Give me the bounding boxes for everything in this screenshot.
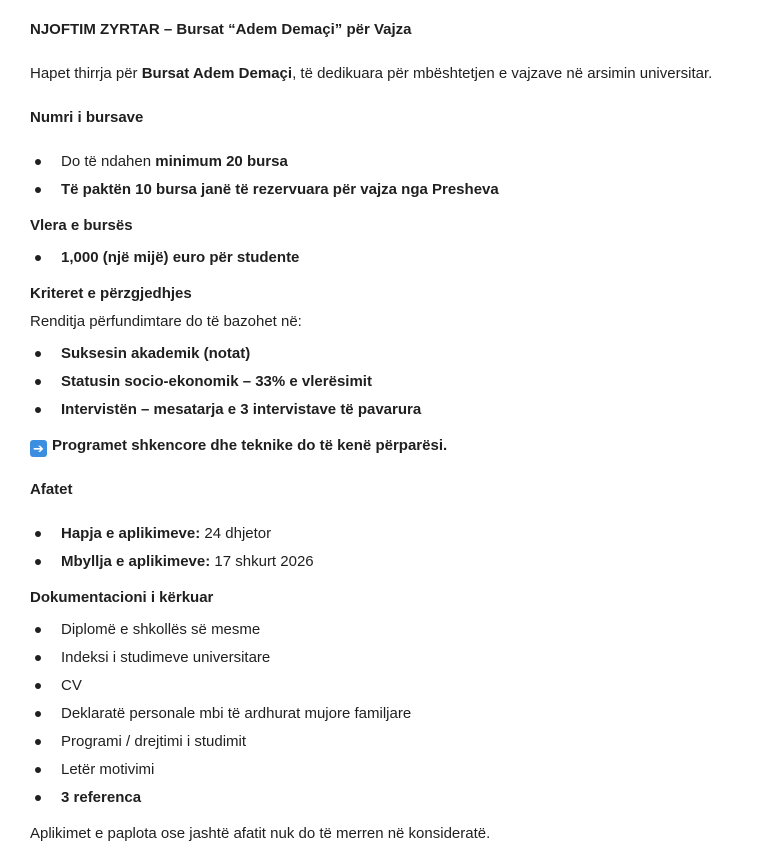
bullet-icon bbox=[35, 187, 41, 193]
numri-item1-bold: minimum 20 bursa bbox=[155, 153, 288, 170]
afatet-open-label: Hapja e aplikimeve: bbox=[61, 525, 201, 542]
list-item bbox=[35, 152, 288, 172]
section-heading-afatet: Afatet bbox=[30, 481, 73, 498]
dokumentacioni-item: Letër motivimi bbox=[61, 761, 155, 778]
bullet-icon bbox=[35, 351, 41, 357]
bullet-icon bbox=[35, 627, 41, 633]
list-item bbox=[35, 552, 314, 572]
list-item bbox=[35, 648, 270, 668]
list-item bbox=[35, 760, 154, 780]
list-item bbox=[35, 524, 271, 544]
kriteret-item: Intervistën – mesatarja e 3 intervistave të pavarura bbox=[61, 401, 422, 418]
vlera-item1: 1,000 (një mijë) euro për studente bbox=[61, 249, 300, 266]
list-item bbox=[35, 248, 299, 268]
bullet-icon bbox=[35, 255, 41, 261]
intro-text-before: Hapet thirrja për bbox=[30, 65, 142, 82]
bullet-icon bbox=[35, 531, 41, 537]
list-item bbox=[35, 372, 372, 392]
list-item bbox=[35, 704, 411, 724]
list-item bbox=[35, 788, 141, 808]
kriteret-subtitle: Renditja përfundimtare do të bazohet në: bbox=[30, 313, 302, 330]
dokumentacioni-item-references: 3 referenca bbox=[61, 789, 142, 806]
list-item bbox=[35, 400, 421, 420]
priority-note bbox=[30, 436, 447, 457]
bullet-icon bbox=[35, 159, 41, 165]
intro-scholarship-name: Bursat Adem Demaçi bbox=[141, 65, 293, 82]
intro-paragraph bbox=[30, 64, 712, 84]
list-item bbox=[35, 620, 260, 640]
list-item bbox=[35, 676, 82, 696]
bullet-icon bbox=[35, 655, 41, 661]
list-item bbox=[35, 180, 499, 200]
bullet-icon bbox=[35, 407, 41, 413]
section-heading-numri: Numri i bursave bbox=[30, 109, 144, 126]
numri-item2: Të paktën 10 bursa janë të rezervuara për vajza nga Presheva bbox=[61, 181, 499, 198]
bullet-icon bbox=[35, 711, 41, 717]
section-heading-dokumentacioni: Dokumentacioni i kërkuar bbox=[30, 589, 214, 606]
document-title: NJOFTIM ZYRTAR – Bursat “Adem Demaçi” për Vajza bbox=[30, 21, 412, 38]
bullet-icon bbox=[35, 683, 41, 689]
dokumentacioni-item: Programi / drejtimi i studimit bbox=[61, 733, 247, 750]
dokumentacioni-item: Diplomë e shkollës së mesme bbox=[61, 621, 261, 638]
footer-note: Aplikimet e paplota ose jashtë afatit nuk do të merren në konsideratë. bbox=[30, 825, 491, 842]
bullet-icon bbox=[35, 739, 41, 745]
numri-item1-prefix: Do të ndahen bbox=[61, 153, 156, 170]
dokumentacioni-item: Deklaratë personale mbi të ardhurat mujore familjare bbox=[61, 705, 412, 722]
list-item bbox=[35, 732, 246, 752]
kriteret-item: Statusin socio-ekonomik – 33% e vlerësimit bbox=[61, 373, 372, 390]
bullet-icon bbox=[35, 795, 41, 801]
section-heading-kriteret: Kriteret e përzgjedhjes bbox=[30, 285, 192, 302]
priority-note-text: Programet shkencore dhe teknike do të kenë përparësi. bbox=[52, 437, 448, 454]
list-item bbox=[35, 344, 250, 364]
afatet-close-label: Mbyllja e aplikimeve: bbox=[61, 553, 211, 570]
afatet-open-value: 24 dhjetor bbox=[200, 525, 272, 542]
afatet-close-value: 17 shkurt 2026 bbox=[210, 553, 314, 570]
bullet-icon bbox=[35, 767, 41, 773]
section-heading-vlera: Vlera e bursës bbox=[30, 217, 133, 234]
intro-text-after: , të dedikuara për mbështetjen e vajzave në arsimin universitar. bbox=[292, 65, 713, 82]
bullet-icon bbox=[35, 379, 41, 385]
dokumentacioni-item: Indeksi i studimeve universitare bbox=[61, 649, 271, 666]
dokumentacioni-item: CV bbox=[61, 677, 82, 694]
kriteret-item: Suksesin akademik (notat) bbox=[61, 345, 251, 362]
right-arrow-icon: ➔ bbox=[30, 440, 47, 457]
bullet-icon bbox=[35, 559, 41, 565]
